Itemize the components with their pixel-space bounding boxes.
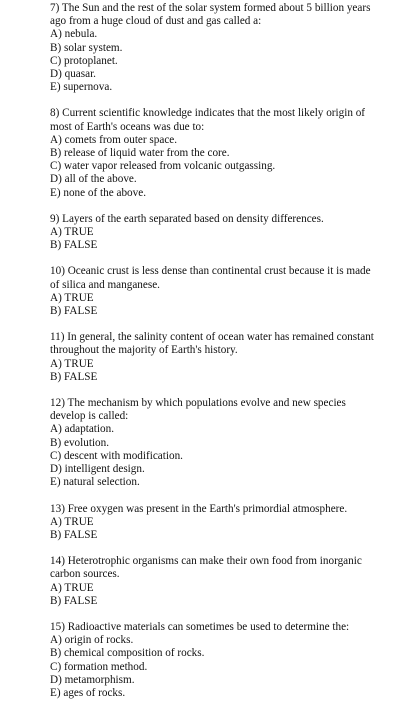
answer-option-b: B) release of liquid water from the core. (50, 147, 230, 160)
question-8 (50, 107, 380, 199)
question-stem: 11) In general, the salinity content of ocean water has remained constant throughout the majority of Earth's history. (50, 331, 374, 357)
answer-option-false: B) FALSE (50, 594, 98, 607)
question-stem: 12) The mechanism by which populations evolve and new species develop is called: (50, 397, 346, 423)
answer-option-d: D) metamorphism. (50, 673, 135, 686)
answer-option-true: A) TRUE (50, 357, 94, 370)
question-13 (50, 503, 380, 543)
answer-option-false: B) FALSE (50, 305, 98, 318)
answer-option-d: D) intelligent design. (50, 463, 145, 476)
answer-option-false: B) FALSE (50, 370, 98, 383)
answer-option-true: A) TRUE (50, 581, 94, 594)
answer-option-c: C) formation method. (50, 660, 148, 673)
answer-option-d: D) all of the above. (50, 173, 137, 186)
question-stem: 10) Oceanic crust is less dense than continental crust because it is made of silica and manganese. (50, 265, 371, 291)
question-10 (50, 265, 380, 318)
answer-option-c: C) water vapor released from volcanic outgassing. (50, 160, 276, 173)
question-stem: 8) Current scientific knowledge indicates that the most likely origin of most of Earth's oceans was due to: (50, 107, 366, 133)
answer-option-e: E) ages of rocks. (50, 686, 126, 699)
answer-option-b: B) solar system. (50, 41, 123, 54)
question-14 (50, 555, 380, 608)
answer-option-a: A) comets from outer space. (50, 133, 178, 146)
question-stem: 7) The Sun and the rest of the solar system formed about 5 billion years ago from a huge cloud of dust and gas called a: (50, 2, 371, 28)
answer-option-e: E) none of the above. (50, 186, 146, 199)
question-12 (50, 397, 380, 489)
answer-option-a: A) origin of rocks. (50, 634, 134, 647)
answer-option-e: E) supernova. (50, 81, 113, 94)
answer-option-false: B) FALSE (50, 528, 98, 541)
answer-option-c: C) protoplanet. (50, 54, 118, 67)
question-7 (50, 2, 380, 94)
answer-option-b: B) evolution. (50, 436, 110, 449)
question-9 (50, 213, 380, 253)
question-11 (50, 331, 380, 384)
answer-option-false: B) FALSE (50, 239, 98, 252)
answer-option-true: A) TRUE (50, 226, 94, 239)
answer-option-c: C) descent with modification. (50, 449, 183, 462)
answer-option-true: A) TRUE (50, 515, 94, 528)
question-stem: 15) Radioactive materials can sometimes be used to determine the: (50, 620, 350, 633)
question-15 (50, 621, 380, 700)
answer-option-a: A) nebula. (50, 28, 98, 41)
answer-option-e: E) natural selection. (50, 476, 140, 489)
quiz-document (50, 2, 380, 713)
question-stem: 14) Heterotrophic organisms can make their own food from inorganic carbon sources. (50, 555, 362, 581)
question-stem: 9) Layers of the earth separated based on density differences. (50, 212, 324, 225)
answer-option-a: A) adaptation. (50, 423, 114, 436)
answer-option-true: A) TRUE (50, 291, 94, 304)
question-stem: 13) Free oxygen was present in the Earth's primordial atmosphere. (50, 502, 348, 515)
answer-option-b: B) chemical composition of rocks. (50, 647, 205, 660)
answer-option-d: D) quasar. (50, 68, 96, 81)
